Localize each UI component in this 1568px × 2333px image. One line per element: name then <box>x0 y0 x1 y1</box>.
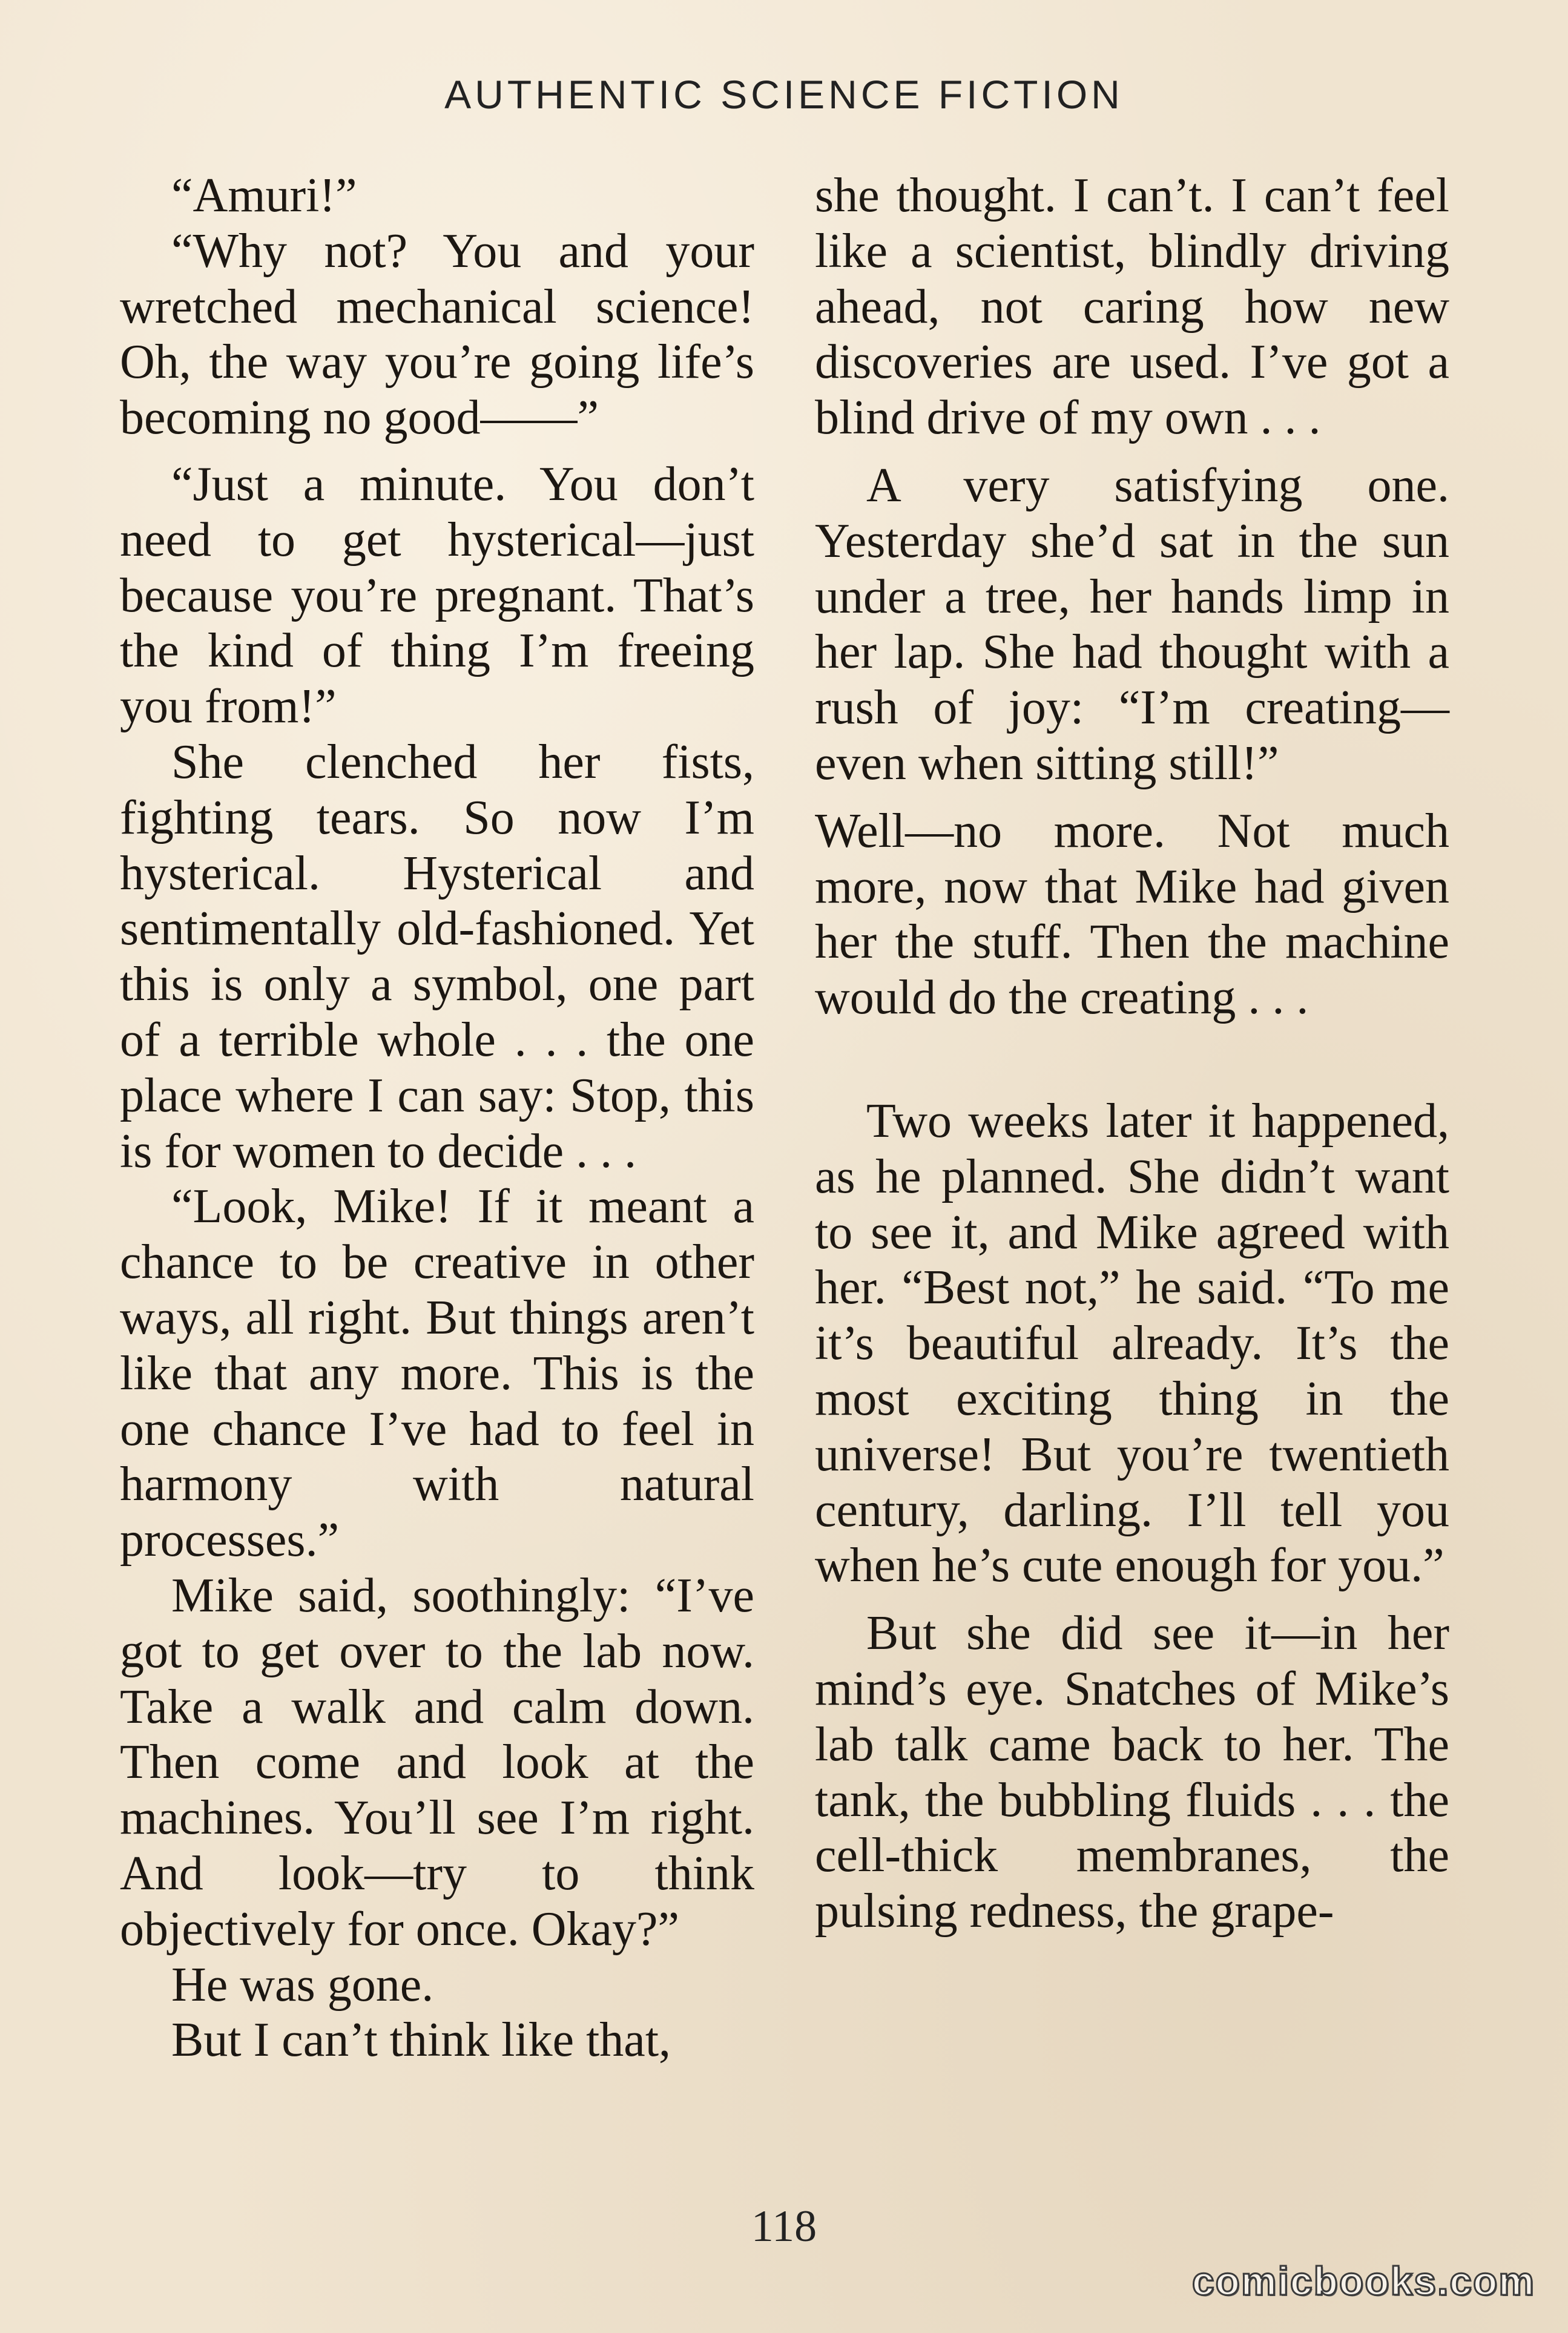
paragraph: “Just a minute. You don’t need to get hysterical—just because you’re pregnant. That’s the kind of thing I’m freeing you from!” <box>120 457 754 734</box>
paragraph: she thought. I can’t. I can’t feel like a scientist, blindly driving ahead, not caring how new discoveries are used. I’ve got a blind drive of my own . . . <box>815 169 1449 445</box>
paragraph: But I can’t think like that, <box>171 2013 671 2067</box>
paragraph: A very satisfying one. Yesterday she’d sat in the sun under a tree, her hands limp in her lap. She had thought with a rush of joy: “I’m creating—even when sitting still!” <box>815 458 1449 790</box>
paragraph: But she did see it—in her mind’s eye. Snatches of Mike’s lab talk came back to her. The tank, the bubbling fluids . . . the cell-thick membranes, the pulsing redness, the grape- <box>815 1607 1449 1938</box>
paragraph: He was gone. <box>171 1958 434 2012</box>
watermark-logo: comicbooks.com <box>1191 2259 1535 2303</box>
running-head: AUTHENTIC SCIENCE FICTION <box>444 72 1124 117</box>
left-column <box>120 168 754 2068</box>
paragraph: Well—no more. Not much more, now that Mike had given her the stuff. Then the machine would do the creating . . . <box>815 804 1449 1025</box>
paragraph: “Why not? You and your wretched mechanical science! Oh, the way you’re going life’s becoming no good——” <box>120 224 754 445</box>
paragraph: “Amuri!” <box>171 169 357 222</box>
right-column <box>815 168 1449 1940</box>
paragraph: She clenched her fists, fighting tears. So now I’m hysterical. Hysterical and sentimentally old-fashioned. Yet this is only a symbol, one part of a terrible whole . . . the one place where I can say: Stop, this is for women to decide . . . <box>120 735 754 1178</box>
paragraph: Two weeks later it happened, as he planned. She didn’t want to see it, and Mike agreed with her. “Best not,” he said. “To me it’s beautiful already. It’s the most exciting thing in the universe! But you’re twentieth century, darling. I’ll tell you when he’s cute enough for you.” <box>815 1094 1449 1593</box>
paragraph: “Look, Mike! If it meant a chance to be creative in other ways, all right. But things aren’t like that any more. This is the one chance I’ve had to feel in harmony with natural processes.” <box>120 1180 754 1567</box>
paragraph: Mike said, soothingly: “I’ve got to get over to the lab now. Take a walk and calm down. Then come and look at the machines. You’ll see I’m right. And look—try to think objectively for once. Okay?” <box>120 1568 754 1956</box>
page-number: 118 <box>751 2202 817 2251</box>
